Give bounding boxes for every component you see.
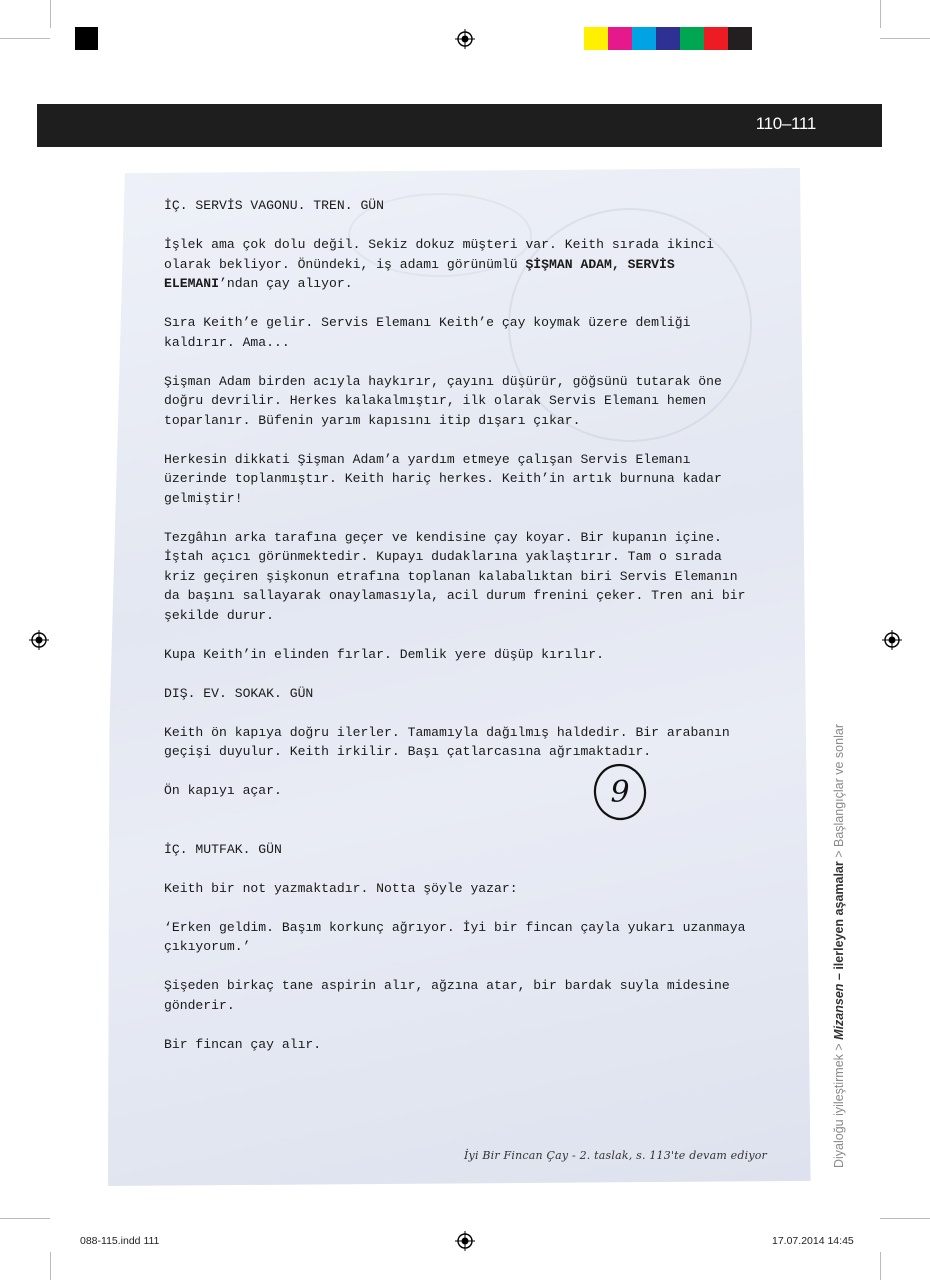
scene-heading: İÇ. SERVİS VAGONU. TREN. GÜN (164, 198, 385, 213)
action-paragraph: Ön kapıyı açar. (164, 783, 282, 798)
scene-heading: İÇ. MUTFAK. GÜN (164, 841, 282, 857)
action-paragraph: İşlek ama çok dolu değil. Sekiz dokuz müşteri var. Keith sırada ikinci olarak bekliyor. Önündeki, iş adamı görünümlü ŞİŞMAN ADAM, SERVİS ELEMANI’ndan çay alıyor. (164, 237, 715, 291)
action-paragraph: Sıra Keith’e gelir. Servis Elemanı Keith’e çay koymak üzere demliği kaldırır. Ama... (164, 315, 691, 350)
registration-mark-icon (29, 630, 49, 650)
page-number: 110–111 (755, 114, 816, 133)
action-paragraph: Keith bir not yazmaktadır. Notta şöyle yazar: (164, 880, 518, 896)
action-paragraph: Keith ön kapıya doğru ilerler. Tamamıyla dağılmış haldedir. Bir arabanın geçişi duyulur. Keith irkilir. Başı çatlarcasına ağrımaktadır. (164, 724, 730, 759)
character-names: ŞİŞMAN ADAM, SERVİS ELEMANI (164, 256, 675, 291)
handwritten-footnote: İyi Bir Fincan Çay - 2. taslak, s. 113'te devam ediyor (464, 1149, 768, 1162)
action-paragraph: Herkesin dikkati Şişman Adam’a yardım etmeye çalışan Servis Elemanı üzerinde toplanmıştır. Keith hariç herkes. Keith’in artık burnuna kadar gelmiştir! (164, 451, 722, 506)
svg-text:9: 9 (610, 775, 630, 810)
date-slug: 17.07.2014 14:45 (772, 1235, 854, 1247)
action-paragraph: Bir fincan çay alır. (164, 1036, 322, 1052)
color-swatch (608, 27, 632, 50)
crop-mark (880, 0, 881, 28)
page-header-bar (37, 104, 882, 147)
black-registration-square (75, 27, 98, 50)
color-swatch (584, 27, 608, 50)
color-bar (584, 27, 752, 50)
screenplay-text (164, 196, 804, 1054)
section-breadcrumb: Diyaloğu iyileştirmek > Mizansen – ilerleyen aşamalar > Başlangıçlar ve sonlar (832, 724, 846, 1168)
color-swatch (704, 27, 728, 50)
crop-mark (880, 38, 930, 39)
registration-mark-icon (455, 1231, 475, 1251)
registration-mark-icon (455, 29, 475, 49)
crop-mark (0, 1218, 50, 1219)
crop-mark (880, 1218, 930, 1219)
crop-mark (880, 1252, 881, 1280)
file-slug: 088-115.indd 111 (80, 1235, 160, 1247)
action-paragraph: Şişeden birkaç tane aspirin alır, ağzına atar, bir bardak suyla midesine gönderir. (164, 978, 730, 1013)
scene-heading: DIŞ. EV. SOKAK. GÜN (164, 685, 314, 701)
action-paragraph: Şişman Adam birden acıyla haykırır, çayını düşürür, göğsünü tutarak öne doğru devrilir. Herkes kalakalmıştır, ilk olarak Servis Elemanı hemen toparlanır. Büfenin yarım kapısını itip dışarı çıkar. (164, 373, 722, 428)
crop-mark (50, 0, 51, 28)
crop-mark (50, 1252, 51, 1280)
color-swatch (680, 27, 704, 50)
action-paragraph: Tezgâhın arka tarafına geçer ve kendisine çay koyar. Bir kupanın içine. İştah açıcı görünmektedir. Kupayı dudaklarına yaklaştırır. Tam o sırada kriz geçiren şişkonun etrafına toplanan kalabalıktan biri Servis Elemanın da başını sallayarak onaylamasıyla, acil durum frenini çeker. Tren ani bir şekilde durur. (164, 529, 746, 623)
color-swatch (728, 27, 752, 50)
crop-mark (0, 38, 50, 39)
color-swatch (656, 27, 680, 50)
registration-mark-icon (882, 630, 902, 650)
color-swatch (632, 27, 656, 50)
handwritten-page-number (591, 761, 647, 821)
action-paragraph: Kupa Keith’in elinden fırlar. Demlik yere düşüp kırılır. (164, 646, 605, 662)
note-text: ‘Erken geldim. Başım korkunç ağrıyor. İyi bir fincan çayla yukarı uzanmaya çıkıyorum.’ (164, 919, 746, 954)
